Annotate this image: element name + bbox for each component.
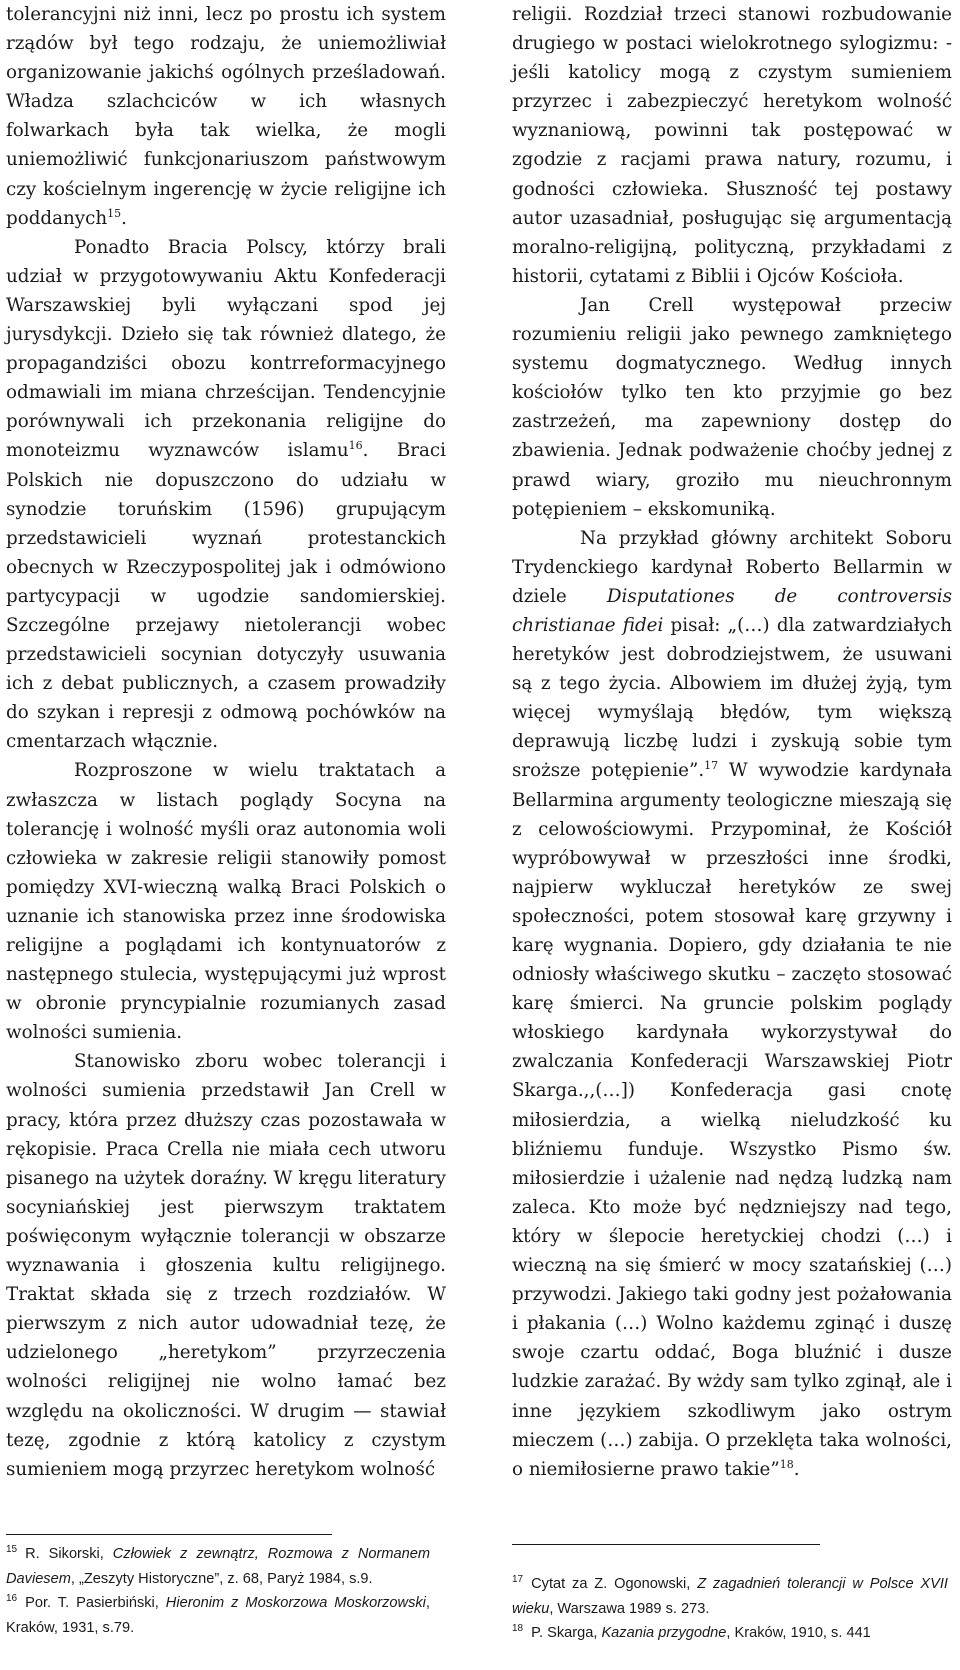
footnote-text: Cytat za Z. Ogonowski, xyxy=(531,1576,698,1592)
right-column xyxy=(512,0,952,1484)
work-title: Disputationes de controversis christianae fidei xyxy=(512,585,952,636)
footnotes-right xyxy=(512,1572,948,1646)
paragraph-text: Ponadto Bracia Polscy, którzy brali udział w przygotowywaniu Aktu Konfederacji Warszawskiej byli wyłączani spod jej jurysdykcji. Dzieło się tak również dlatego, że propagandziści obozu kontrreformacyjnego odmawiali im miana chrześcijan. Tendencyjnie porównywali ich przekonania religijne do monoteizmu wyznawców islamu xyxy=(6,236,446,462)
footnote-separator xyxy=(512,1544,820,1545)
footnote-text: P. Skarga, xyxy=(531,1625,602,1641)
paragraph-text: pisał: „(…) dla zatwardziałych heretyków jest dobrodziejstwem, że usuwani są z tego życia. Albowiem im dłużej żyją, tym więcej wymyślają błędów, tym większą deprawują liczbę ludzi i zyskują sobie tym sroższe potępienie”. xyxy=(512,614,953,782)
footnote-number: 15 xyxy=(6,1544,18,1556)
footnote-text: R. Sikorski, xyxy=(25,1546,113,1562)
paragraph: Stanowisko zboru wobec tolerancji i wolności sumienia przedstawił Jan Crell w pracy, która przez dłuższy czas pozostawała w rękopisie. Praca Crella nie miała cech utworu pisanego na użytek doraźny. W kręgu literatury socyniańskiej jest pierwszym traktatem poświęconym wyłącznie tolerancji w obszarze wyznawania i głoszenia kultu religijnego. Traktat składa się z trzech rozdziałów. W pierwszym z nich autor udowadniał tezę, że udzielonego „heretykom” przyrzeczenia wolności religijnej nie wolno łamać bez względu na okoliczności. W drugim — stawiał tezę, zgodnie z którą katolicy z czystym sumieniem mogą przyrzec heretykom wolność xyxy=(6,1051,446,1480)
paragraph-text: Na przykład główny architekt Soboru Trydenckiego kardynał Roberto Bellarmin w dziele xyxy=(512,527,952,607)
footnote-number: 18 xyxy=(512,1623,524,1635)
footnote-number: 16 xyxy=(6,1593,18,1605)
footnote xyxy=(512,1621,948,1646)
paragraph-text: . xyxy=(793,1458,800,1480)
footnote xyxy=(6,1591,430,1640)
paragraph xyxy=(6,233,446,757)
footnote-text: , Warszawa 1989 s. 273. xyxy=(549,1600,710,1617)
paragraph: religii. Rozdział trzeci stanowi rozbudowanie drugiego w postaci wielokrotnego sylogizmu: - jeśli katolicy mogą z czystym sumieniem przyrzec i zabezpieczyć heretykom wolność wyznaniową, powinni tak postępować w zgodzie z racjami prawa natury, rozumu, i godności człowieka. Słuszność tej postawy autor uzasadniał, posługując się argumentacją moralno-religijną, polityczną, przykładami z historii, cytatami z Biblii i Ojców Kościoła. xyxy=(512,4,952,287)
footnotes-left xyxy=(6,1542,430,1640)
footnote-text: , Kraków, 1931, s.79. xyxy=(6,1595,430,1636)
paragraph-text: . Braci Polskich nie dopuszczono do udziału w synodzie toruńskim (1596) grupującym przedstawicieli wyznań protestanckich obecnych w Rzeczypospolitej jak i odmówiono partycypacji w ugodzie sandomierskiej. Szczególne przejawy nietolerancji wobec przedstawicieli socynian dotyczyły usuwania ich z debat publicznych, a czasem prowadziły do szykan i represji z odmową pochówków na cmentarzach włącznie. xyxy=(6,440,446,753)
footnote-text: , Kraków, 1910, s. 441 xyxy=(726,1625,871,1641)
paragraph xyxy=(512,524,952,1484)
paragraph xyxy=(6,0,446,233)
footnote-text: Por. T. Pasierbiński, xyxy=(25,1595,166,1611)
footnote-separator xyxy=(6,1534,332,1535)
footnote xyxy=(6,1542,430,1591)
footnote-number: 17 xyxy=(512,1574,524,1586)
footnote-title: Z zagadnień tolerancji w Polsce XVII wieku xyxy=(512,1576,948,1617)
footnote-ref[interactable]: 16 xyxy=(348,439,363,453)
footnote-title: Człowiek z zewnątrz, Rozmowa z Normanem Daviesem xyxy=(6,1546,430,1587)
footnote-ref[interactable]: 18 xyxy=(779,1457,794,1471)
paragraph-text: . xyxy=(121,207,127,229)
footnote-ref[interactable]: 17 xyxy=(704,759,719,773)
footnote-ref[interactable]: 15 xyxy=(107,206,122,220)
footnote-text: , „Zeszyty Historyczne”, z. 68, Paryż 1984, s.9. xyxy=(70,1570,373,1587)
paragraph: Jan Crell występował przeciw rozumieniu religii jako pewnego zamkniętego systemu dogmatycznego. Według innych kościołów tylko ten kto przyjmie go bez zastrzeżeń, ma zapewniony dostęp do zbawienia. Jednak podważenie choćby jednej z prawd wiary, groziło mu nieuchronnym potępieniem – ekskomuniką. xyxy=(512,294,952,520)
paragraph: Rozproszone w wielu traktatach a zwłaszcza w listach poglądy Socyna na tolerancję i wolność myśli oraz autonomia woli człowieka w zakresie religii stanowiły pomost pomiędzy XVI-wieczną walką Braci Polskich o uznanie ich stanowiska przez inne środowiska religijne a poglądami ich kontynuatorów z następnego stulecia, występującymi już wprost w obronie pryncypialnie rozumianych zasad wolności sumienia. xyxy=(6,760,446,1044)
footnote-title: Kazania przygodne xyxy=(601,1625,727,1641)
left-column xyxy=(6,0,446,1484)
footnote-title: Hieronim z Moskorzowa Moskorzowski xyxy=(165,1595,426,1611)
paragraph-text: W wywodzie kardynała Bellarmina argumenty teologiczne mieszają się z celowościowymi. Przypominał, że Kościół wypróbowywał w przeszłości inne środki, najpierw wykluczał heretyków ze swej społeczności, potem stosował karę grzywny i karę wygnania. Dopiero, gdy działania te nie odniosły właściwego skutku – zaczęto stosować karę śmierci. Na gruncie polskim poglądy włoskiego kardynała wykorzystywał do zwalczania Konfederacji Warszawskiej Piotr Skarga.,,(…]) Konfederacja gasi cnotę miłosierdzia, a wielką nieludzkość ku bliźniemu funduje. Wszystko Pismo św. miłosierdzie i użalenie nad nędzą ludzką nam zaleca. Kto może być nędzniejszy nad tego, który w ślepocie heretyckiej chodzi (…) i wieczną na się śmierć w mocy szatańskiej (…) przywodzi. Jakiego taki godny jest pożałowania i płakania (…) Wolno każdemu zginąć i duszę swoje czartu oddać, Boga bluźnić i dusze ludzkie zarażać. By wżdy sam tylko zginął, ale i inne językiem szkodliwym jako ostrym mieczem (…) zabija. O przeklęta taka wolności, o niemiłosierne prawo takie” xyxy=(512,760,952,1480)
footnote xyxy=(512,1572,948,1621)
paragraph-text: tolerancyjni niż inni, lecz po prostu ich system rządów był tego rodzaju, że uniemożliwiał organizowanie jakichś ogólnych prześladowań. Władza szlachciców w ich własnych folwarkach była tak wielka, że mogli uniemożliwić funkcjonariuszom państwowym czy kościelnym ingerencję w życie religijne ich poddanych xyxy=(6,4,446,229)
